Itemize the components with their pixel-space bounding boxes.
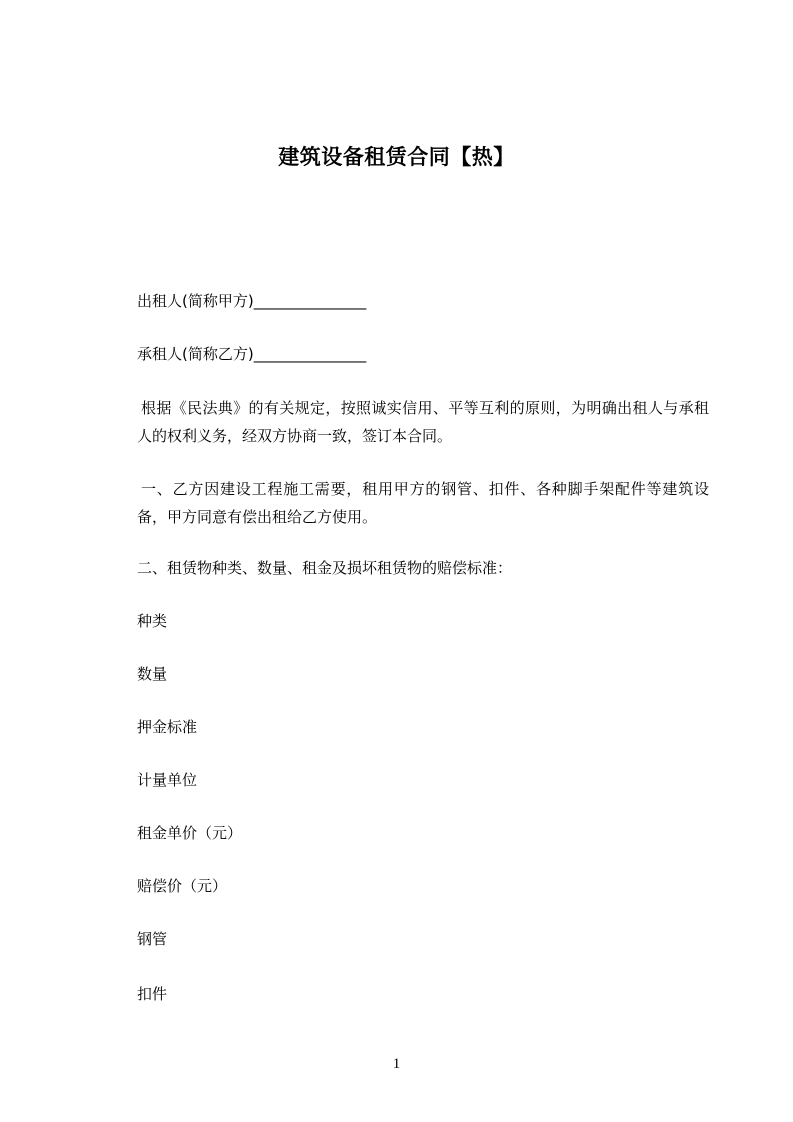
lessor-line: 出租人(简称甲方)_______________ <box>137 292 367 310</box>
list-item-type: 种类 <box>137 612 168 630</box>
clause-1-paragraph: 一、乙方因建设工程施工需要，租用甲方的钢管、扣件、各种脚手架配件等建筑设备，甲方同意有偿出租给乙方使用。 <box>137 480 709 526</box>
clause-2-heading: 二、租赁物种类、数量、租金及损坏租赁物的赔偿标准： <box>137 559 513 577</box>
list-item-deposit-standard: 押金标准 <box>137 718 198 736</box>
list-item-steel-pipe: 钢管 <box>137 930 168 948</box>
document-title: 建筑设备租赁合同【热】 <box>278 145 515 169</box>
list-item-unit: 计量单位 <box>137 771 198 789</box>
intro-paragraph: 根据《民法典》的有关规定，按照诚实信用、平等互利的原则，为明确出租人与承租人的权利义务，经双方协商一致，签订本合同。 <box>137 399 709 445</box>
list-item-compensation-price: 赔偿价（元） <box>137 877 228 895</box>
list-item-quantity: 数量 <box>137 665 168 683</box>
page-number: 1 <box>392 1056 401 1072</box>
list-item-rent-price: 租金单价（元） <box>137 824 243 842</box>
list-item-fastener: 扣件 <box>137 985 168 1003</box>
lessee-line: 承租人(简称乙方)_______________ <box>137 345 367 363</box>
